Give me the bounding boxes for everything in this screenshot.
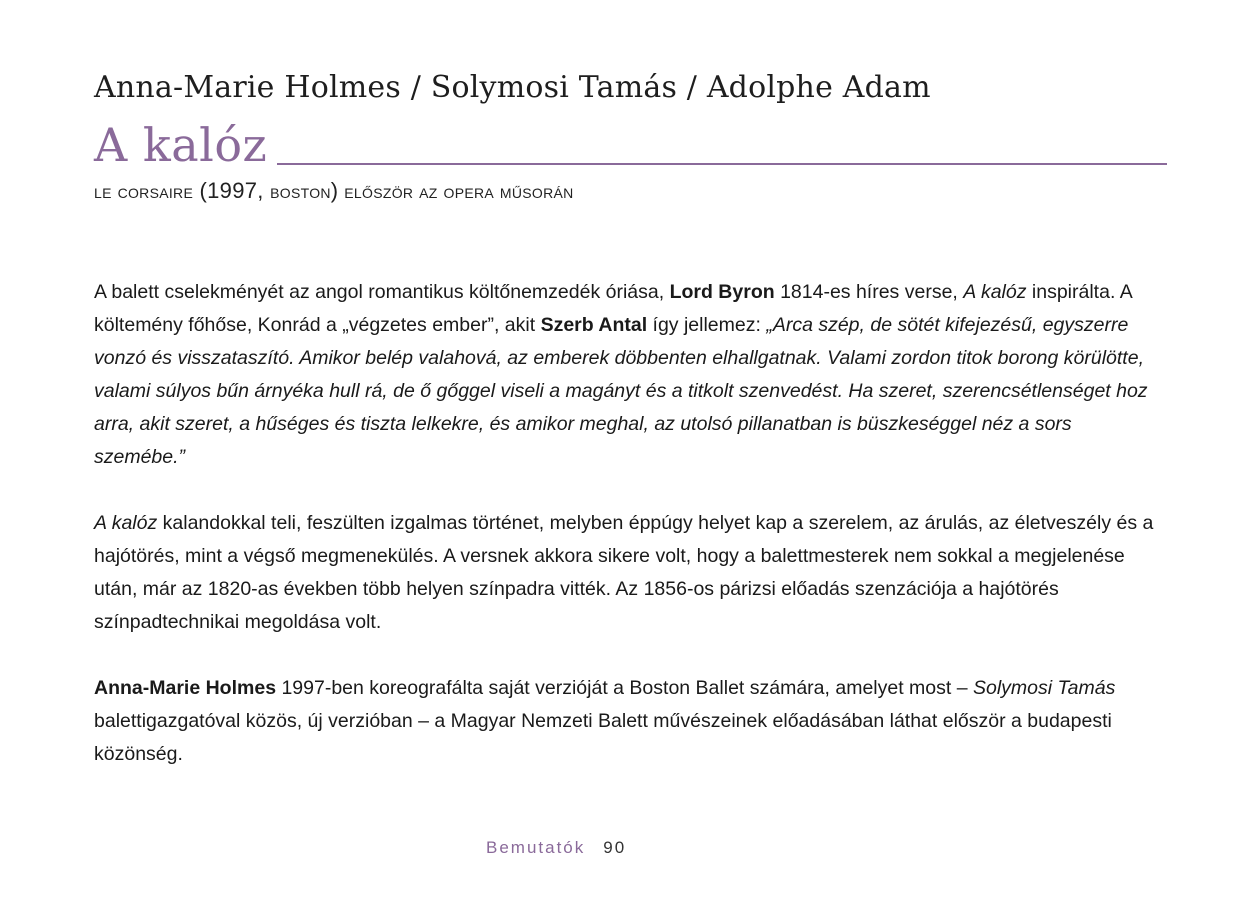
name-solymosi-tamas: Solymosi Tamás: [973, 677, 1116, 699]
authors-line: Anna-Marie Holmes / Solymosi Tamás / Adolphe Adam: [94, 70, 931, 105]
footer-section-label: Bemutatók: [486, 838, 586, 857]
article-body: [94, 276, 1166, 804]
work-title: A kalóz: [963, 281, 1027, 303]
text-run: 1814-es híres verse,: [774, 281, 964, 303]
subtitle-paren-close: ): [330, 178, 339, 203]
quote: „Arca szép, de sötét kifejezésű, egyszerre vonzó és visszataszító. Amikor belép valahová, az emberek döbbenten elhallgatnak. Valami zordon titok borong körülötte, valami súlyos bűn árnyéka hull rá, de ő gőggel viseli a magányt és a titkolt szenvedést. Ha szeret, szerencsétlenséget hoz arra, akit szeret, a hűséges és tiszta lelkekre, és amikor meghal, az utolsó pillanatban is büszkeséggel néz a sors szemébe.”: [94, 314, 1148, 468]
paragraph-1: [94, 276, 1166, 474]
title-rule: [277, 163, 1167, 165]
text-run: kalandokkal teli, feszülten izgalmas történet, melyben éppúgy helyet kap a szerelem, az árulás, az életveszély és a hajótörés, mint a végső megmenekülés. A versnek akkora sikere volt, hogy a balettmesterek nem sokkal a megjelenése után, már az 1820-as években több helyen színpadra vitték. Az 1856-os párizsi előadás szenzációja a hajótörés színpadtechnikai megoldása volt.: [94, 512, 1154, 633]
paragraph-2: [94, 507, 1166, 639]
subtitle-original-title: le corsaire: [94, 181, 194, 203]
page-number: 90: [603, 838, 627, 857]
paragraph-3: [94, 672, 1166, 771]
work-title: A kalóz: [94, 512, 158, 534]
page-title: A kalóz: [94, 118, 268, 172]
text-run: balettigazgatóval közös, új verzióban – a Magyar Nemzeti Balett művészeinek előadásában láthat először a budapesti közönség.: [94, 710, 1112, 765]
title-row: [94, 118, 1167, 178]
subtitle: [94, 178, 574, 204]
name-lord-byron: Lord Byron: [669, 281, 775, 303]
subtitle-premiere-note: először az opera műsorán: [338, 181, 574, 203]
text-run: 1997-ben koreografálta saját verzióját a Boston Ballet számára, amelyet most –: [276, 677, 973, 699]
page-footer: [486, 838, 626, 858]
subtitle-city: boston: [270, 181, 331, 203]
name-anna-marie-holmes: Anna-Marie Holmes: [94, 677, 277, 699]
text-run: A balett cselekményét az angol romantikus költőnemzedék óriása,: [94, 281, 670, 303]
subtitle-paren-open: (1997,: [193, 178, 271, 203]
text-run: inspirálta. A költemény főhőse, Konrád a „végzetes ember”, akit: [94, 281, 1132, 336]
name-szerb-antal: Szerb Antal: [540, 314, 648, 336]
text-run: így jellemez:: [647, 314, 767, 336]
